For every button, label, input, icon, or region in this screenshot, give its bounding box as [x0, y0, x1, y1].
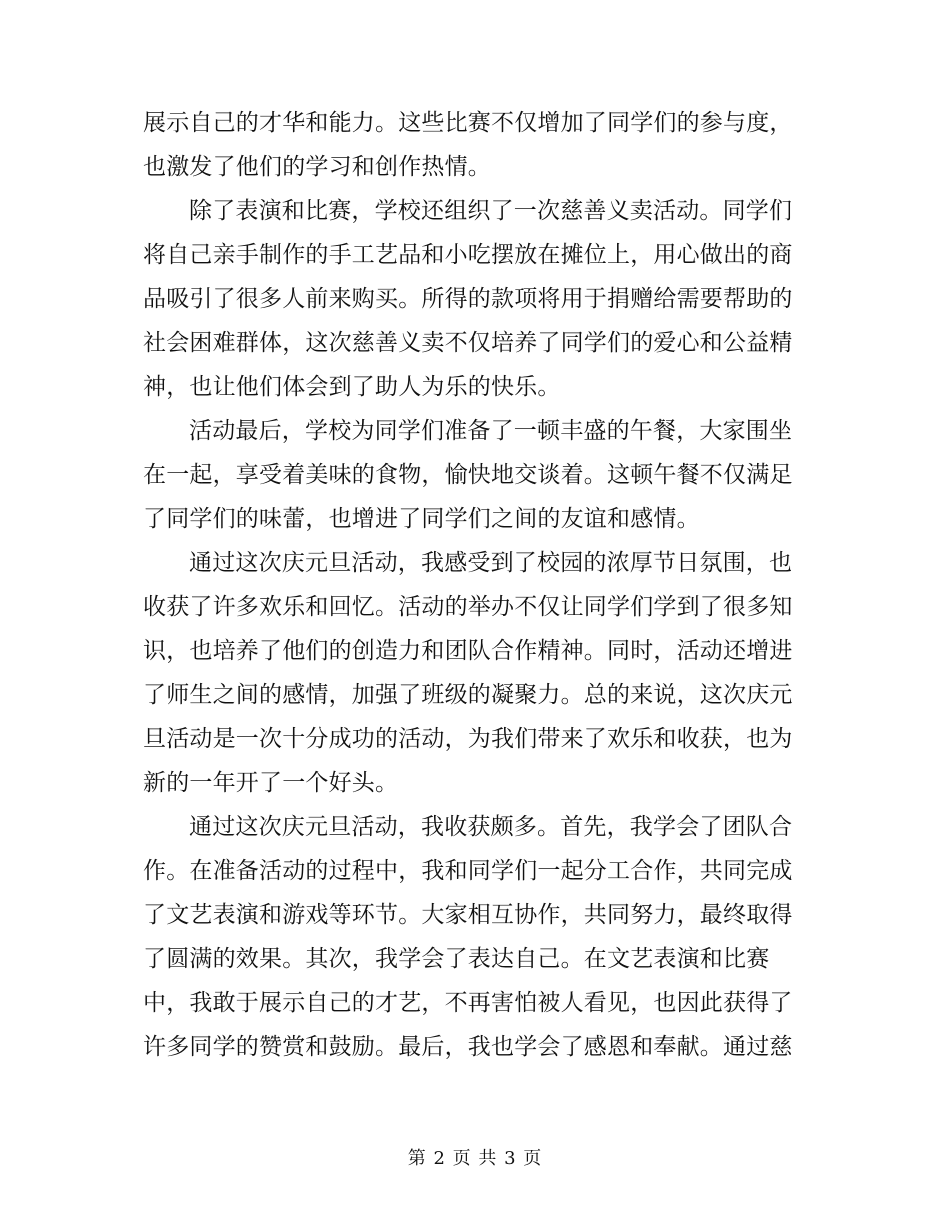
text-line: 将自己亲手制作的手工艺品和小吃摆放在摊位上，用心做出的商: [143, 242, 793, 268]
paragraph-first-line: 除了表演和比赛，学校还组织了一次慈善义卖活动。同学们: [189, 198, 793, 224]
text-line: 了师生之间的感情，加强了班级的凝聚力。总的来说，这次庆元: [143, 682, 793, 708]
text-line: 收获了许多欢乐和回忆。活动的举办不仅让同学们学到了很多知: [143, 594, 793, 620]
text-line: 中，我敢于展示自己的才艺，不再害怕被人看见，也因此获得了: [143, 990, 793, 1016]
text-line: 旦活动是一次十分成功的活动，为我们带来了欢乐和收获，也为: [143, 726, 793, 752]
paragraph-first-line: 活动最后，学校为同学们准备了一顿丰盛的午餐，大家围坐: [189, 418, 793, 444]
text-line: 作。在准备活动的过程中，我和同学们一起分工合作，共同完成: [143, 858, 793, 884]
text-line: 神，也让他们体会到了助人为乐的快乐。: [143, 374, 561, 400]
text-line: 了圆满的效果。其次，我学会了表达自己。在文艺表演和比赛: [143, 946, 770, 972]
text-line: 了同学们的味蕾，也增进了同学们之间的友谊和感情。: [143, 506, 700, 532]
text-line: 新的一年开了一个好头。: [143, 770, 399, 796]
text-line: 在一起，享受着美味的食物，愉快地交谈着。这顿午餐不仅满足: [143, 462, 793, 488]
text-line: 了文艺表演和游戏等环节。大家相互协作，共同努力，最终取得: [143, 902, 793, 928]
text-line: 也激发了他们的学习和创作热情。: [143, 154, 491, 180]
document-body: [143, 101, 795, 1069]
paragraph-first-line: 通过这次庆元旦活动，我感受到了校园的浓厚节日氛围，也: [189, 550, 793, 576]
paragraph-first-line: 通过这次庆元旦活动，我收获颇多。首先，我学会了团队合: [189, 814, 793, 840]
text-line: 识，也培养了他们的创造力和团队合作精神。同时，活动还增进: [143, 638, 793, 664]
text-line: 品吸引了很多人前来购买。所得的款项将用于捐赠给需要帮助的: [143, 286, 793, 312]
text-line: 社会困难群体，这次慈善义卖不仅培养了同学们的爱心和公益精: [143, 330, 793, 356]
page-footer-page-number: 第 2 页 共 3 页: [407, 1148, 543, 1169]
text-line: 许多同学的赞赏和鼓励。最后，我也学会了感恩和奉献。通过慈: [143, 1034, 793, 1060]
text-line: 展示自己的才华和能力。这些比赛不仅增加了同学们的参与度，: [143, 110, 793, 136]
